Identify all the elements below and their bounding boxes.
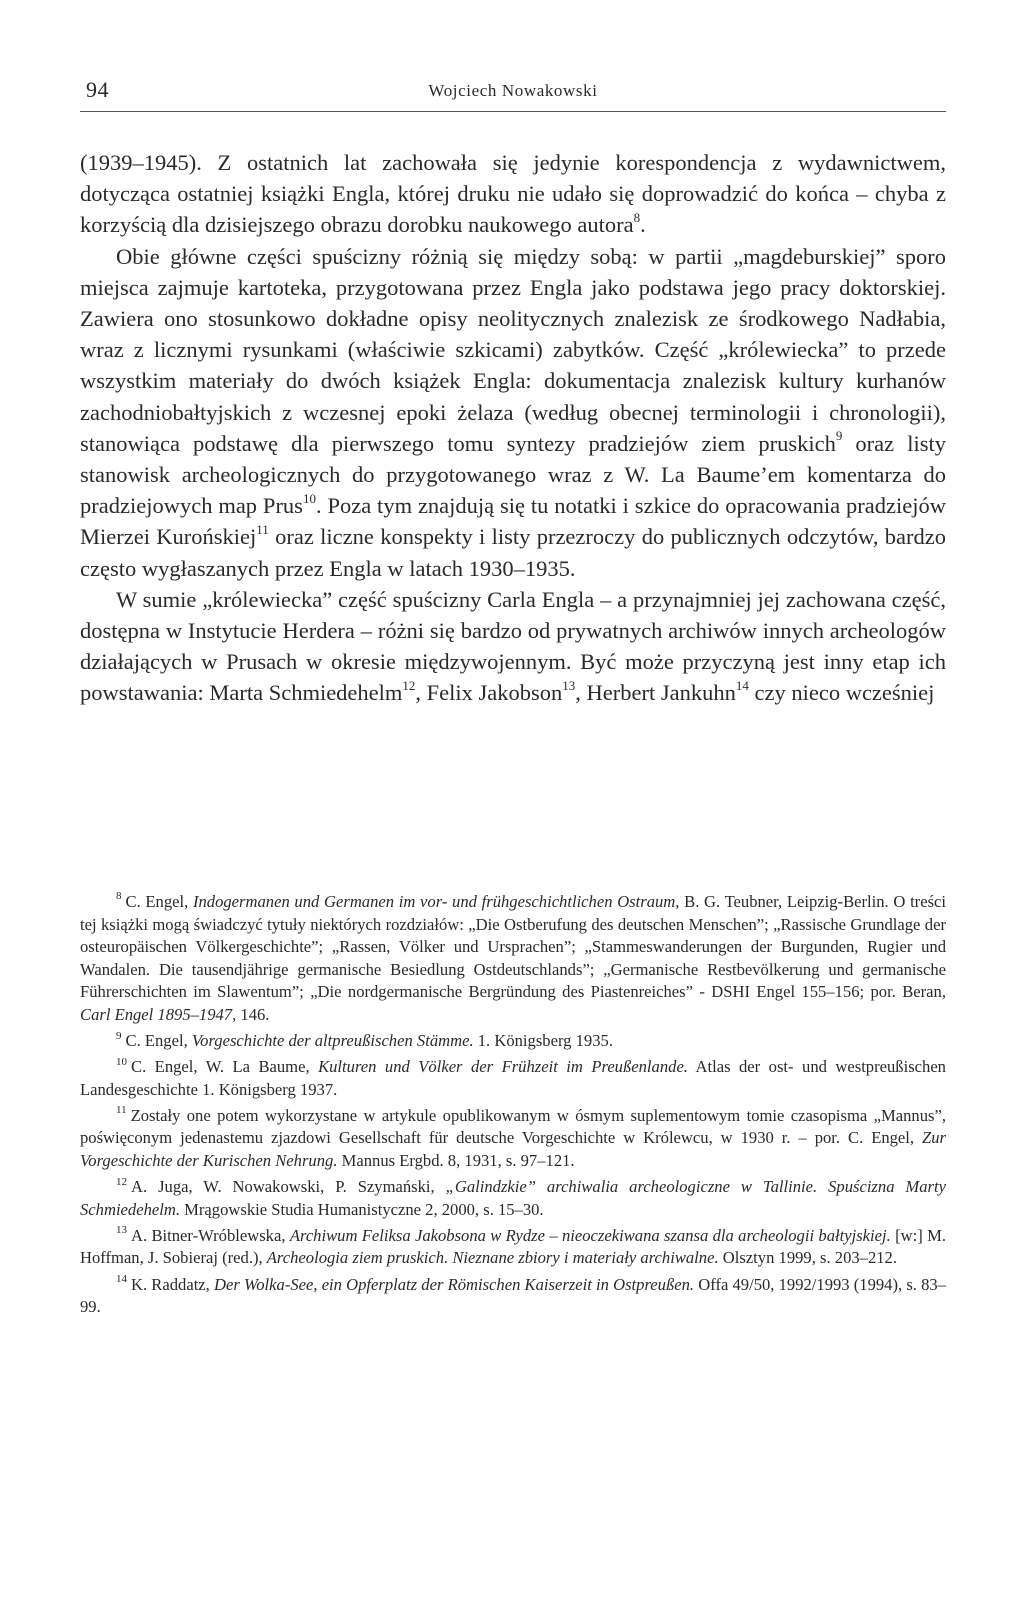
footnote-title: „Galindzkie” archiwalia archeologiczne w Tallinie. Spuścizna Marty Schmiedehelm. [80, 1177, 946, 1219]
paragraph-2-text-d: oraz liczne konspekty i listy przezroczy do publicznych odczytów, bardzo często wygłaszanych przez Engla w latach 1930–1935. [80, 524, 946, 581]
footnote-12 [80, 1176, 946, 1221]
footnote-10 [80, 1056, 946, 1101]
footnote-ref-14: 14 [735, 677, 749, 693]
paragraph-3-text-c: , Herbert Jankuhn [575, 680, 736, 706]
header-rule [80, 111, 946, 112]
footnote-text: Mrągowskie Studia Humanistyczne 2, 2000, s. 15–30. [179, 1199, 544, 1219]
footnote-text: C. Engel, W. La Baume, [131, 1057, 319, 1077]
page-number: 94 [86, 77, 109, 102]
footnote-text: C. Engel, [125, 1031, 192, 1051]
footnote-ref-11: 11 [256, 521, 269, 537]
footnote-text: Offa 49/50, 1992/1993 (1994), s. 83–99. [80, 1274, 946, 1317]
footnote-text: [w:] M. Hoffman, J. Sobieraj (red.), [80, 1225, 946, 1268]
paragraph-3-text-b: , Felix Jakobson [415, 680, 563, 706]
footnote-14 [80, 1274, 946, 1319]
footnote-title: Vorgeschichte der altpreußischen Stämme. [191, 1031, 474, 1051]
paragraph-2-text-a: Obie główne części spuścizny różnią się między sobą: w partii „magdeburskiej” sporo miejsca zajmuje kartoteka, przygotowana przez Engla jako podstawa jego pracy doktorskiej. Zawiera ono stosunkowo dokładne opisy neolitycznych znalezisk ze środkowego Nadłabia, wraz z licznymi rysunkami (właściwie szkicami) zabytków. Część „królewiecka” to przede wszystkim materiały do dwóch książek Engla: dokumentacja znalezisk kultury kurhanów zachodniobałtyjskich z wczesnej epoki żelaza (według obecnej terminologii i chronologii), stanowiąca podstawę dla pierwszego tomu syntezy pradziejów ziem pruskich [80, 243, 946, 456]
footnote-text: 146. [236, 1004, 270, 1024]
footnote-ref-8: 8 [633, 209, 641, 225]
paragraph-2 [80, 241, 946, 584]
footnote-text: C. Engel, [125, 892, 193, 911]
footnote-title: Der Wolka-See, ein Opferplatz der Römischen Kaiserzeit in Ostpreußen. [213, 1274, 695, 1294]
footnote-ref-13: 13 [562, 677, 576, 693]
running-head [80, 70, 946, 110]
footnote-13 [80, 1225, 946, 1270]
footnote-11 [80, 1105, 946, 1173]
footnote-title: Carl Engel 1895–1947, [80, 1004, 237, 1024]
footnote-ref-10: 10 [302, 490, 316, 506]
footnote-8 [80, 891, 946, 1027]
paragraph-1-text-b: . [640, 212, 646, 238]
footnotes [80, 891, 946, 1322]
paragraph-1 [80, 147, 946, 241]
footnote-ref-9: 9 [835, 428, 843, 444]
footnote-text: Atlas der ost- und westpreußischen Landesgeschichte 1. Königsberg 1937. [80, 1057, 946, 1099]
footnote-ref-12: 12 [402, 677, 416, 693]
footnote-number: 9 [116, 1029, 122, 1042]
footnote-number: 12 [116, 1175, 127, 1188]
footnote-title: Kulturen und Völker der Frühzeit im Preußenlande. [318, 1057, 688, 1077]
paragraph-3-text-a: W sumie „królewiecka” część spuścizny Carla Engla – a przynajmniej jej zachowana część, dostępna w Instytucie Herdera – różni się bardzo od prywatnych archiwów innych archeologów działających w Prusach w okresie międzywojennym. Być może przyczyną jest inny etap ich powstawania: Marta Schmiedehelm [80, 586, 946, 706]
paragraph-2-text-c: . Poza tym znajdują się tu notatki i szkice do opracowania pradziejów Mierzei Kurońskiej [80, 493, 946, 550]
footnote-number: 11 [116, 1104, 127, 1117]
footnote-number: 8 [116, 890, 122, 903]
footnote-9 [80, 1030, 946, 1053]
footnote-text: A. Bitner-Wróblewska, [131, 1225, 290, 1245]
footnote-number: 10 [116, 1055, 127, 1068]
running-head-author: Wojciech Nowakowski [428, 81, 598, 100]
footnote-text: B. G. Teubner, Leipzig-Berlin. O treści tej książki mogą świadczyć tytuły niektórych rozdziałów: „Die Ostberufung des deutschen Menschen”; „Rassische Grundlage der osteuropäischen Völkergeschichte”; „Rassen, Völker und Ursprachen”; „Stammeswanderungen der Burgunden, Rugier und Wandalen. Die tausendjährige germanische Besiedlung Ostdeutschlands”; „Germanische Restbevölkerung und germanische Führerschichten im Slawentum”; „Die nordgermanische Bergründung des Piastenreiches” - DSHI Engel 155–156; por. Beran, [80, 892, 947, 1002]
footnote-text: Olsztyn 1999, s. 203–212. [718, 1248, 897, 1268]
footnote-title: Archiwum Feliksa Jakobsona w Rydze – nieoczekiwana szansa dla archeologii bałtyjskiej. [289, 1225, 891, 1245]
paragraph-1-text-a: (1939–1945). Z ostatnich lat zachowała się jedynie korespondencja z wydawnictwem, dotycząca ostatniej książki Engla, której druku nie udało się doprowadzić do końca – chyba z korzyścią dla dzisiejszego obrazu dorobku naukowego autora [80, 150, 946, 238]
paragraph-3 [80, 584, 946, 709]
footnote-text: Mannus Ergbd. 8, 1931, s. 97–121. [337, 1151, 575, 1171]
footnote-text: Zostały one potem wykorzystane w artykule opublikowanym w ósmym suplementowym tomie czasopisma „Mannus”, poświęconym jedenastemu zjazdowi Gesellschaft für deutsche Vorgeschichte w Królewcu, w 1930 r. – por. C. Engel, [80, 1105, 946, 1148]
footnote-title: Indogermanen und Germanen im vor- und frühgeschichtlichen Ostraum, [192, 892, 680, 911]
footnote-title: Zur Vorgeschichte der Kurischen Nehrung. [80, 1128, 946, 1171]
footnote-number: 14 [116, 1272, 127, 1285]
footnote-number: 13 [116, 1224, 127, 1237]
paragraph-2-text-b: oraz listy stanowisk archeologicznych do przygotowanego wraz z W. La Baume’em komentarza do pradziejowych map Prus [80, 430, 947, 519]
footnote-text: K. Raddatz, [131, 1274, 214, 1294]
main-text [80, 147, 946, 709]
footnote-text: 1. Königsberg 1935. [473, 1031, 613, 1051]
footnote-text: A. Juga, W. Nowakowski, P. Szymański, [131, 1177, 446, 1197]
footnote-title: Archeologia ziem pruskich. Nieznane zbiory i materiały archiwalne. [266, 1248, 719, 1268]
paragraph-3-text-d: czy nieco wcześniej [748, 680, 935, 706]
